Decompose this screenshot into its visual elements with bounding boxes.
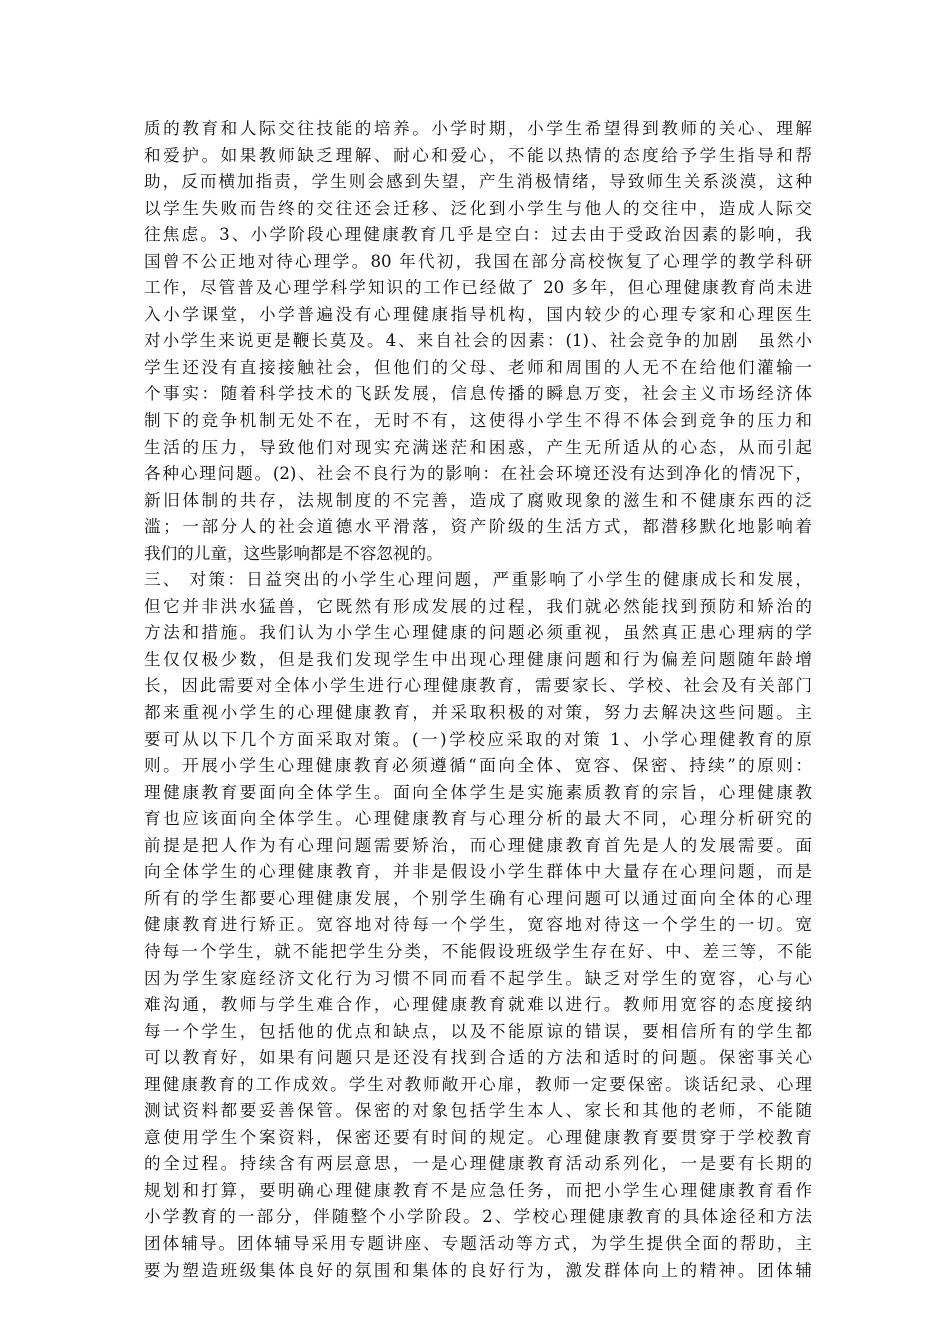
- text-line: 育也应该面向全体学生。心理健康教育与心理分析的最大不同，心理分析研究的: [144, 809, 812, 829]
- text-line: 则。开展小学生心理健康教育必须遵循“面向全体、宽容、保密、持续”的原则：: [144, 756, 812, 776]
- document-page: [144, 116, 812, 1284]
- text-line: 以学生失败而告终的交往还会迁移、泛化到小学生与他人的交往中，造成人际交: [144, 198, 812, 218]
- text-line: 对小学生来说更是鞭长莫及。4、来自社会的因素：(1)、社会竞争的加剧 虽然小: [144, 331, 812, 351]
- text-line: 理健康教育要面向全体学生。面向全体学生是实施素质教育的宗旨，心理健康教: [144, 782, 812, 802]
- text-line: 和爱护。如果教师缺乏理解、耐心和爱心，不能以热情的态度给予学生指导和帮: [144, 145, 812, 165]
- text-line: 但它并非洪水猛兽，它既然有形成发展的过程，我们就必然能找到预防和矫治的: [144, 596, 812, 616]
- text-line: 可以教育好，如果有问题只是还没有找到合适的方法和适时的问题。保密事关心: [144, 1048, 812, 1068]
- text-line: 测试资料都要妥善保管。保密的对象包括学生本人、家长和其他的老师，不能随: [144, 1101, 812, 1121]
- text-line: 我们的儿童，这些影响都是不容忽视的。: [144, 543, 443, 563]
- text-line: 国曾不公正地对待心理学。80 年代初，我国在部分高校恢复了心理学的教学科研: [144, 251, 812, 271]
- text-line: 各种心理问题。(2)、社会不良行为的影响：在社会环境还没有达到净化的情况下，: [144, 464, 812, 484]
- text-line: 向全体学生的心理健康教育，并非是假设小学生群体中大量存在心理问题，而是: [144, 862, 812, 882]
- body-text: [144, 116, 812, 1284]
- text-line: 小学教育的一部分，伴随整个小学阶段。2、学校心理健康教育的具体途径和方法: [144, 1207, 812, 1227]
- text-line: 规划和打算，要明确心理健康教育不是应急任务，而把小学生心理健康教育看作: [144, 1180, 812, 1200]
- text-line: 每一个学生，包括他的优点和缺点，以及不能原谅的错误，要相信所有的学生都: [144, 1021, 812, 1041]
- text-line: 都来重视小学生的心理健康教育，并采取积极的对策，努力去解决这些问题。主: [144, 703, 812, 723]
- text-line: 助，反而横加指责，学生则会感到失望，产生消极情绪，导致师生关系淡漠，这种: [144, 172, 812, 192]
- text-line: 新旧体制的共存，法规制度的不完善，造成了腐败现象的滋生和不健康东西的泛: [144, 490, 812, 510]
- text-line: 三、 对策：日益突出的小学生心理问题，严重影响了小学生的健康成长和发展，: [144, 570, 812, 590]
- text-line: 学生还没有直接接触社会，但他们的父母、老师和周围的人无不在给他们灌输一: [144, 357, 812, 377]
- text-line: 工作，尽管普及心理学科学知识的工作已经做了 20 多年，但心理健康教育尚未进: [144, 278, 812, 298]
- text-line: 质的教育和人际交往技能的培养。小学时期，小学生希望得到教师的关心、理解: [144, 119, 812, 138]
- text-line: 个事实：随着科学技术的飞跃发展，信息传播的瞬息万变，社会主义市场经济体: [144, 384, 812, 404]
- text-line: 入小学课堂，小学普遍没有心理健康指导机构，国内较少的心理专家和心理医生: [144, 304, 812, 324]
- text-line: 生仅仅极少数，但是我们发现学生中出现心理健康问题和行为偏差问题随年龄增: [144, 649, 812, 669]
- text-line: 待每一个学生，就不能把学生分类，不能假设班级学生存在好、中、差三等，不能: [144, 941, 812, 961]
- text-line: 要为塑造班级集体良好的氛围和集体的良好行为，激发群体向上的精神。团体辅: [144, 1260, 812, 1280]
- text-line: 的全过程。持续含有两层意思，一是心理健康教育活动系列化，一是要有长期的: [144, 1154, 812, 1174]
- text-line: 制下的竞争机制无处不在，无时不有，这使得小学生不得不体会到竞争的压力和: [144, 411, 812, 431]
- text-line: 团体辅导。团体辅导采用专题讲座、专题活动等方式，为学生提供全面的帮助，主: [144, 1233, 812, 1253]
- text-line: 往焦虑。3、小学阶段心理健康教育几乎是空白：过去由于受政治因素的影响，我: [144, 225, 812, 245]
- text-line: 健康教育进行矫正。宽容地对待每一个学生，宽容地对待这一个学生的一切。宽: [144, 915, 812, 935]
- text-line: 要可从以下几个方面采取对策。(一)学校应采取的对策 1、小学心理健教育的原: [144, 729, 812, 749]
- text-line: 生活的压力，导致他们对现实充满迷茫和困惑，产生无所适从的心态，从而引起: [144, 437, 812, 457]
- text-line: 方法和措施。我们认为小学生心理健康的问题必须重视，虽然真正患心理病的学: [144, 623, 812, 643]
- text-line: 所有的学生都要心理健康发展，个别学生确有心理问题可以通过面向全体的心理: [144, 888, 812, 908]
- text-line: 意使用学生个案资料，保密还要有时间的规定。心理健康教育要贯穿于学校教育: [144, 1127, 812, 1147]
- text-line: 难沟通，教师与学生难合作，心理健康教育就难以进行。教师用宽容的态度接纳: [144, 995, 812, 1015]
- text-line: 因为学生家庭经济文化行为习惯不同而看不起学生。缺乏对学生的宽容，心与心: [144, 968, 812, 988]
- text-line: 前提是把人作为有心理问题需要矫治，而心理健康教育首先是人的发展需要。面: [144, 835, 812, 855]
- text-line: 滥；一部分人的社会道德水平滑落，资产阶级的生活方式，都潜移默化地影响着: [144, 517, 812, 537]
- text-line: 长，因此需要对全体小学生进行心理健康教育，需要家长、学校、社会及有关部门: [144, 676, 812, 696]
- text-line: 理健康教育的工作成效。学生对教师敞开心扉，教师一定要保密。谈话纪录、心理: [144, 1074, 812, 1094]
